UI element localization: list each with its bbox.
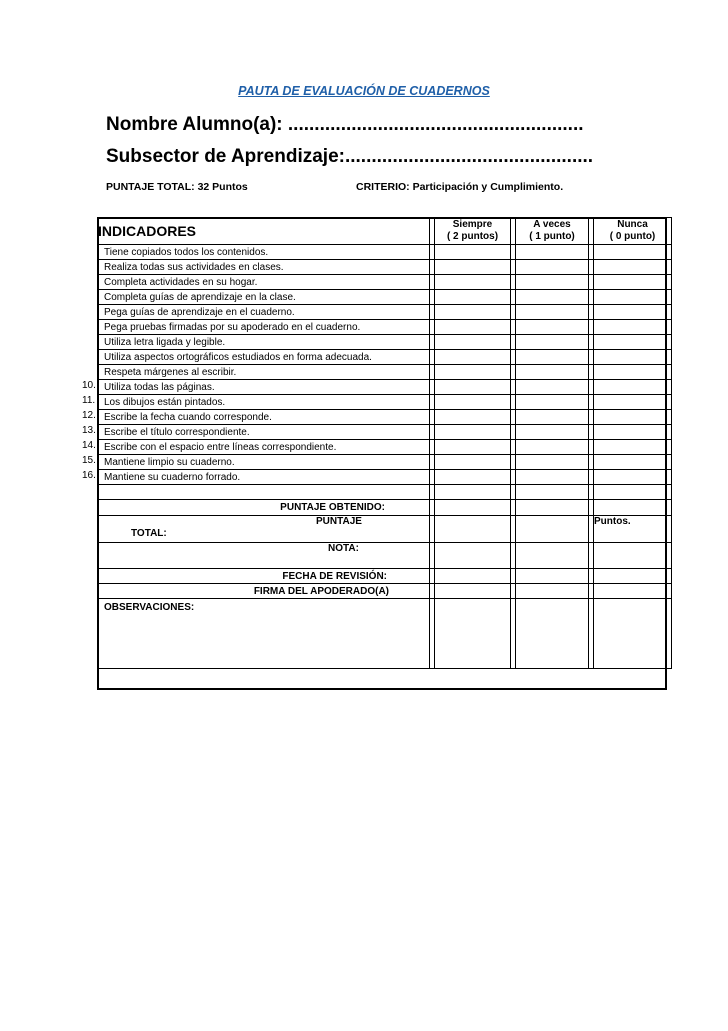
score-obtained-label: PUNTAJE OBTENIDO:: [280, 502, 385, 513]
indicator-row: [98, 380, 672, 395]
indicator-number: 12.: [82, 410, 96, 421]
always-cell[interactable]: [435, 335, 511, 350]
sometimes-cell[interactable]: [516, 290, 589, 305]
score-obtained-cell: [98, 500, 430, 516]
indicator-text: Realiza todas sus actividades en clases.: [104, 261, 284, 273]
sometimes-cell[interactable]: [516, 380, 589, 395]
table-header-row: [98, 218, 672, 245]
score-obtained-row: [98, 500, 672, 516]
indicator-number: 16.: [82, 470, 96, 481]
always-cell[interactable]: [435, 500, 511, 516]
indicator-row: [98, 365, 672, 380]
never-cell[interactable]: [594, 440, 672, 455]
sometimes-cell[interactable]: [516, 543, 589, 569]
grade-label: NOTA:: [328, 543, 359, 554]
always-cell[interactable]: [435, 350, 511, 365]
indicator-text: Respeta márgenes al escribir.: [104, 366, 237, 378]
indicator-cell: [98, 320, 430, 335]
sometimes-cell[interactable]: [516, 455, 589, 470]
indicator-cell: [98, 365, 430, 380]
indicator-cell: [82, 470, 430, 485]
never-cell[interactable]: [594, 584, 672, 599]
sometimes-cell[interactable]: [516, 245, 589, 260]
indicator-cell: [98, 245, 430, 260]
indicator-row: [98, 245, 672, 260]
indicator-cell: [98, 290, 430, 305]
always-cell[interactable]: [435, 395, 511, 410]
never-cell[interactable]: [594, 305, 672, 320]
indicator-row: [98, 290, 672, 305]
sometimes-cell[interactable]: [516, 275, 589, 290]
grade-row: [98, 543, 672, 569]
sometimes-cell[interactable]: [516, 584, 589, 599]
indicator-cell: [98, 305, 430, 320]
indicator-text: Los dibujos están pintados.: [104, 396, 226, 408]
total-score-label-b: TOTAL:: [131, 528, 167, 539]
indicator-text: Completa actividades en su hogar.: [104, 276, 258, 288]
never-cell[interactable]: [594, 599, 672, 669]
always-cell[interactable]: [435, 440, 511, 455]
sometimes-cell[interactable]: [516, 425, 589, 440]
criterion-label: CRITERIO: Participación y Cumplimiento.: [356, 181, 564, 193]
indicator-cell: [98, 335, 430, 350]
indicator-text: Escribe el título correspondiente.: [104, 426, 250, 438]
never-cell[interactable]: [594, 500, 672, 516]
indicator-text: Tiene copiados todos los contenidos.: [104, 246, 269, 258]
indicator-number: 10.: [82, 380, 96, 391]
indicator-text: Pega guías de aprendizaje en el cuaderno.: [104, 306, 295, 318]
sometimes-cell[interactable]: [516, 569, 589, 584]
indicator-number: 14.: [82, 440, 96, 451]
points-label: Puntos.: [594, 516, 631, 527]
total-score-cell: [98, 516, 430, 543]
indicator-number: 11.: [82, 395, 96, 406]
observations-cell: [98, 599, 430, 669]
indicator-text: Mantiene limpio su cuaderno.: [104, 456, 235, 468]
always-cell[interactable]: [435, 516, 511, 543]
always-header: Siempre ( 2 puntos): [435, 218, 511, 245]
sometimes-cell[interactable]: [516, 350, 589, 365]
indicator-cell: [82, 395, 430, 410]
indicator-text: Utiliza aspectos ortográficos estudiados en forma adecuada.: [104, 351, 372, 363]
never-cell[interactable]: [594, 470, 672, 485]
sometimes-cell[interactable]: [516, 320, 589, 335]
never-cell[interactable]: [594, 455, 672, 470]
always-cell[interactable]: [435, 245, 511, 260]
observations-row: [98, 599, 672, 669]
always-cell[interactable]: [435, 569, 511, 584]
sometimes-cell[interactable]: [516, 485, 589, 500]
indicator-row: [98, 425, 672, 440]
indicator-cell: [98, 275, 430, 290]
indicators-header: INDICADORES: [98, 218, 430, 245]
indicator-cell: [82, 410, 430, 425]
never-cell[interactable]: [594, 516, 672, 543]
subject-line: Subsector de Aprendizaje:...............................................: [106, 146, 594, 167]
indicator-cell: [82, 440, 430, 455]
sometimes-cell[interactable]: [516, 260, 589, 275]
always-cell[interactable]: [435, 485, 511, 500]
never-cell[interactable]: [594, 260, 672, 275]
always-cell[interactable]: [435, 584, 511, 599]
never-cell[interactable]: [594, 410, 672, 425]
never-cell[interactable]: [594, 335, 672, 350]
indicator-text: Escribe la fecha cuando corresponde.: [104, 411, 272, 423]
always-cell[interactable]: [435, 290, 511, 305]
review-date-label: FECHA DE REVISIÓN:: [282, 570, 387, 582]
always-cell[interactable]: [435, 365, 511, 380]
never-cell[interactable]: [594, 350, 672, 365]
sometimes-cell[interactable]: [516, 470, 589, 485]
sometimes-cell[interactable]: [516, 599, 589, 669]
indicator-row: [98, 350, 672, 365]
sometimes-cell[interactable]: [516, 516, 589, 543]
total-score-label-a: PUNTAJE: [316, 516, 362, 527]
indicator-cell: [82, 455, 430, 470]
observations-label: OBSERVACIONES:: [104, 602, 195, 613]
blank-cell: [98, 485, 430, 500]
sometimes-cell[interactable]: [516, 395, 589, 410]
always-cell[interactable]: [435, 410, 511, 425]
never-cell[interactable]: [594, 290, 672, 305]
never-cell[interactable]: [594, 543, 672, 569]
guardian-signature-row: [98, 584, 672, 599]
grade-cell: [98, 543, 430, 569]
indicator-row: [98, 305, 672, 320]
blank-row: [98, 485, 672, 500]
always-cell[interactable]: [435, 320, 511, 335]
sometimes-header: A veces ( 1 punto): [516, 218, 589, 245]
indicator-text: Escribe con el espacio entre líneas correspondiente.: [104, 441, 337, 453]
never-cell[interactable]: [594, 245, 672, 260]
review-date-cell: [98, 569, 430, 584]
guardian-signature-cell: [98, 584, 430, 599]
never-cell[interactable]: [594, 365, 672, 380]
indicator-number: 13.: [82, 425, 96, 436]
always-cell[interactable]: [435, 470, 511, 485]
indicator-text: Mantiene su cuaderno forrado.: [104, 471, 241, 483]
always-cell[interactable]: [435, 275, 511, 290]
indicator-cell: [98, 350, 430, 365]
indicator-cell: [98, 260, 430, 275]
indicator-row: [98, 440, 672, 455]
review-date-row: [98, 569, 672, 584]
indicator-text: Utiliza letra ligada y legible.: [104, 336, 226, 348]
never-cell[interactable]: [594, 320, 672, 335]
never-header: Nunca ( 0 punto): [594, 218, 672, 245]
indicator-text: Utiliza todas las páginas.: [104, 381, 215, 393]
total-score-label: PUNTAJE TOTAL: 32 Puntos: [106, 181, 248, 193]
indicator-text: Pega pruebas firmadas por su apoderado en el cuaderno.: [104, 321, 361, 333]
evaluation-table: [82, 217, 672, 669]
page-title: PAUTA DE EVALUACIÓN DE CUADERNOS: [238, 84, 490, 98]
total-score-row: [98, 516, 672, 543]
always-cell[interactable]: [435, 305, 511, 320]
never-cell[interactable]: [594, 275, 672, 290]
indicator-row: [98, 410, 672, 425]
guardian-signature-label: FIRMA DEL APODERADO(A): [253, 585, 389, 597]
never-cell[interactable]: [594, 569, 672, 584]
always-cell[interactable]: [435, 380, 511, 395]
indicator-row: [98, 395, 672, 410]
never-cell[interactable]: [594, 485, 672, 500]
never-cell[interactable]: [594, 380, 672, 395]
sometimes-cell[interactable]: [516, 305, 589, 320]
indicator-row: [98, 275, 672, 290]
indicator-row: [98, 320, 672, 335]
sometimes-cell[interactable]: [516, 410, 589, 425]
indicator-row: [98, 335, 672, 350]
always-cell[interactable]: [435, 260, 511, 275]
always-cell[interactable]: [435, 543, 511, 569]
sometimes-cell[interactable]: [516, 500, 589, 516]
never-cell[interactable]: [594, 395, 672, 410]
indicator-cell: [82, 380, 430, 395]
indicator-row: [98, 470, 672, 485]
never-cell[interactable]: [594, 425, 672, 440]
student-name-line: Nombre Alumno(a): ........................................................: [106, 114, 584, 135]
indicator-row: [98, 260, 672, 275]
always-cell[interactable]: [435, 425, 511, 440]
always-cell[interactable]: [435, 599, 511, 669]
indicator-text: Completa guías de aprendizaje en la clase.: [104, 291, 296, 303]
always-cell[interactable]: [435, 455, 511, 470]
sometimes-cell[interactable]: [516, 335, 589, 350]
sometimes-cell[interactable]: [516, 365, 589, 380]
indicator-row: [98, 455, 672, 470]
indicator-number: 15.: [82, 455, 96, 466]
sometimes-cell[interactable]: [516, 440, 589, 455]
indicator-cell: [82, 425, 430, 440]
